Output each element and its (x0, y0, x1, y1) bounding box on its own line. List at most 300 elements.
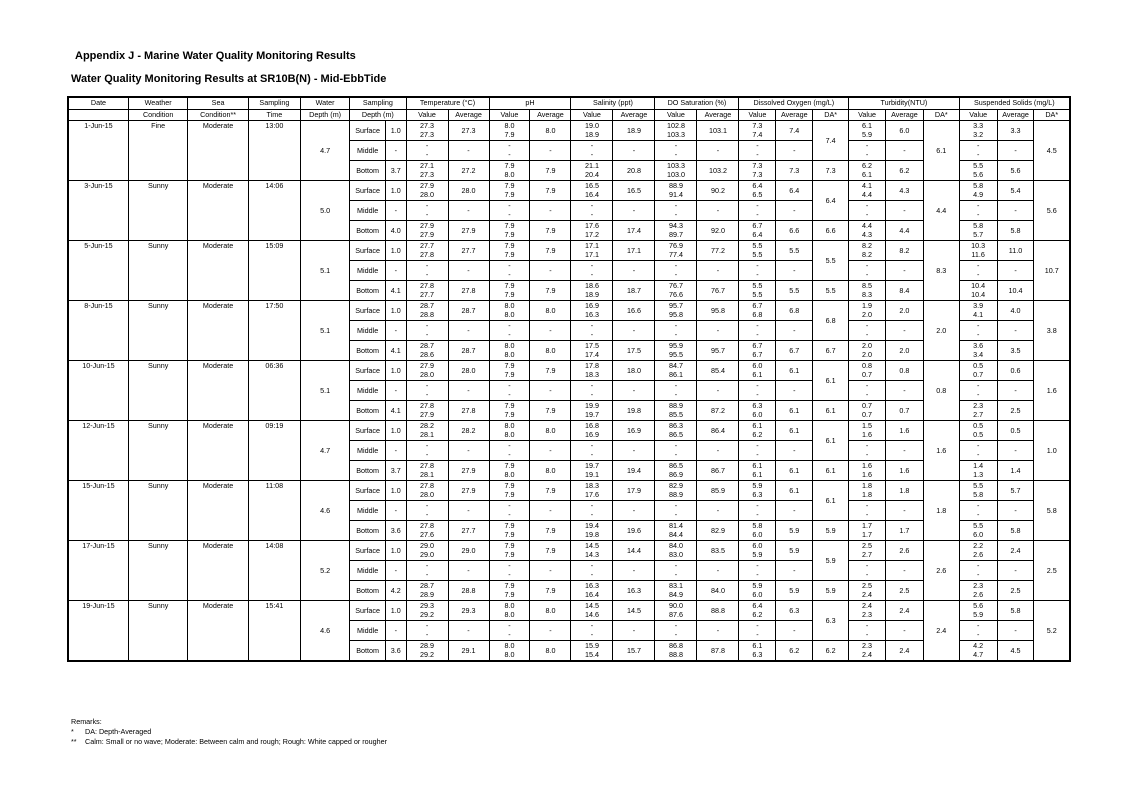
cell-temp-reading: 29.0 (420, 549, 435, 559)
cell-do-reading: - (756, 329, 759, 339)
cell-do-reading: - (756, 441, 759, 450)
cell-time: 14:08 (248, 541, 300, 601)
cell-ss-reading: 2.2 (973, 541, 984, 550)
cell-salinity-avg: 14.4 (613, 541, 655, 561)
cell-turbidity-reading: 8.2 (862, 249, 873, 259)
cell-ph-pair (490, 542, 530, 559)
cell-turbidity-avg: 0.7 (885, 401, 923, 421)
cell-salinity-reading: - (590, 321, 594, 330)
cell-do-sat-pair (655, 142, 696, 159)
cell-turbidity (849, 321, 886, 341)
cell-ph-reading: 7.9 (504, 401, 515, 410)
cell-salinity-reading: 15.9 (584, 641, 599, 650)
cell-ph (489, 581, 530, 601)
cell-do (739, 561, 776, 581)
cell-temp (406, 421, 448, 441)
cell-turbidity-reading: 2.3 (862, 641, 873, 650)
cell-do-sat (655, 141, 697, 161)
cell-ss-reading: - (976, 389, 980, 399)
cell-temp (406, 501, 448, 521)
cell-do (739, 141, 776, 161)
cell-ph-pair (490, 122, 530, 139)
cell-do-sat-pair (655, 342, 696, 359)
cell-ss-reading: 1.3 (973, 469, 984, 479)
cell-do-sat-pair (655, 302, 696, 319)
cell-do-reading: 6.0 (752, 541, 763, 550)
cell-temp-avg: 27.2 (448, 161, 489, 181)
cell-salinity (571, 301, 613, 321)
cell-ss-reading: 0.5 (973, 421, 984, 430)
cell-do-sat-pair (655, 522, 696, 539)
sub-average: Average (697, 109, 739, 121)
cell-salinity-pair (571, 622, 612, 639)
cell-do-sat-reading: 103.3 (666, 161, 685, 170)
cell-turbidity-reading: 1.6 (862, 429, 873, 439)
cell-weather: Sunny (128, 601, 187, 662)
cell-turbidity-avg: - (885, 381, 923, 401)
cell-temp (406, 261, 448, 281)
cell-ss-reading: 5.8 (973, 181, 984, 190)
cell-do-sat-pair (655, 462, 696, 479)
cell-ph-reading: 8.0 (504, 649, 515, 659)
cell-do-sat (655, 461, 697, 481)
cell-time: 13:00 (248, 121, 300, 181)
cell-temp-reading: 29.2 (420, 649, 435, 659)
cell-salinity-pair (571, 442, 612, 459)
cell-do-sat-reading: - (674, 321, 678, 330)
cell-temp (406, 401, 448, 421)
cell-do-da-bottom: 5.9 (813, 521, 849, 541)
cell-salinity-reading: - (590, 441, 594, 450)
cell-ss-reading: 0.7 (973, 369, 984, 379)
cell-level: Bottom (350, 521, 386, 541)
cell-ss-avg: - (997, 321, 1034, 341)
cell-do-da: 6.1 (813, 481, 849, 521)
cell-level: Surface (350, 601, 386, 621)
cell-salinity-reading: 21.1 (584, 161, 599, 170)
cell-turbidity-avg: - (885, 201, 923, 221)
cell-ph-avg: 8.0 (530, 421, 571, 441)
cell-time: 11:08 (248, 481, 300, 541)
cell-do (739, 121, 776, 141)
cell-salinity-reading: 16.5 (584, 181, 599, 190)
cell-ph-pair (490, 482, 530, 499)
cell-do-sat-avg: 95.7 (697, 341, 739, 361)
cell-do (739, 221, 776, 241)
cell-temp-pair (407, 522, 448, 539)
cell-do-sat-reading: 84.4 (668, 529, 683, 539)
col-sampling-depth-sub: Depth (m) (350, 109, 406, 121)
cell-do-reading: 5.9 (752, 549, 763, 559)
cell-do-sat-reading: - (674, 209, 678, 219)
cell-salinity-pair (571, 502, 612, 519)
cell-do-sat-reading: 95.7 (668, 301, 683, 310)
cell-do (739, 441, 776, 461)
cell-do-sat-reading: 82.9 (668, 481, 683, 490)
cell-temp-reading: 28.2 (420, 421, 435, 430)
cell-temp-pair (407, 642, 448, 659)
cell-turbidity (849, 161, 886, 181)
cell-turbidity-reading: 4.4 (862, 189, 873, 199)
cell-temp-reading: 27.8 (420, 481, 435, 490)
cell-level: Middle (350, 321, 386, 341)
cell-ph-reading: 7.9 (504, 249, 515, 259)
sub-average: Average (776, 109, 813, 121)
cell-sampling-depth: - (386, 381, 406, 401)
cell-turbidity (849, 401, 886, 421)
cell-salinity-avg: 16.3 (613, 581, 655, 601)
cell-temp-reading: 28.9 (420, 589, 435, 599)
cell-temp-pair (407, 602, 448, 619)
cell-temp-pair (407, 622, 448, 639)
cell-water-depth: 5.2 (301, 541, 350, 601)
cell-ss-pair (960, 622, 997, 639)
cell-ph (489, 321, 530, 341)
cell-do-sat-reading: 87.6 (668, 609, 683, 619)
cell-ph-pair (490, 422, 530, 439)
cell-weather: Fine (128, 121, 187, 181)
cell-salinity-pair (571, 642, 612, 659)
cell-do (739, 421, 776, 441)
cell-sampling-depth: 1.0 (386, 301, 406, 321)
cell-do-reading: 6.7 (752, 301, 763, 310)
cell-turbidity (849, 621, 886, 641)
cell-do-pair (739, 222, 775, 239)
cell-temp-pair (407, 422, 448, 439)
cell-ss (959, 441, 997, 461)
cell-ss-pair (960, 562, 997, 579)
cell-ph-pair (490, 222, 530, 239)
cell-do-reading: 6.1 (752, 421, 763, 430)
cell-salinity-avg: 18.0 (613, 361, 655, 381)
cell-ss-pair (960, 602, 997, 619)
cell-do-sat (655, 421, 697, 441)
cell-do-sat-reading: - (674, 509, 678, 519)
cell-ss-reading: - (976, 209, 980, 219)
cell-do-sat-avg: - (697, 321, 739, 341)
cell-do-sat-pair (655, 262, 696, 279)
cell-sampling-depth: - (386, 141, 406, 161)
cell-do-reading: 6.7 (752, 341, 763, 350)
cell-ss-reading: 3.4 (973, 349, 984, 359)
cell-salinity-avg: 16.6 (613, 301, 655, 321)
cell-ss-reading: - (976, 201, 980, 210)
cell-ph-reading: - (508, 329, 511, 339)
cell-do-da-bottom: 6.6 (813, 221, 849, 241)
cell-do-sat-pair (655, 442, 696, 459)
cell-sampling-depth: - (386, 561, 406, 581)
cell-turbidity (849, 381, 886, 401)
cell-do-sat-reading: - (674, 569, 678, 579)
cell-turbidity-reading: 2.4 (862, 601, 873, 610)
cell-ph-avg: 8.0 (530, 121, 571, 141)
cell-weather: Sunny (128, 421, 187, 481)
cell-salinity-reading: - (590, 449, 594, 459)
cell-ph-pair (490, 302, 530, 319)
cell-do-pair (739, 562, 775, 579)
cell-weather: Sunny (128, 181, 187, 241)
cell-do (739, 181, 776, 201)
cell-turbidity-avg: 8.4 (885, 281, 923, 301)
table-title: Water Quality Monitoring Results at SR10B(N) - Mid-EbbTide (71, 73, 387, 85)
cell-ss-pair (960, 582, 997, 599)
cell-turbidity-avg: 6.2 (885, 161, 923, 181)
cell-ph-reading: 8.0 (504, 341, 515, 350)
cell-temp-avg: - (448, 501, 489, 521)
cell-turbidity-avg: - (885, 261, 923, 281)
cell-do-sat-reading: 88.9 (668, 401, 683, 410)
cell-temp-reading: 27.3 (420, 129, 435, 139)
cell-do-sat-pair (655, 382, 696, 399)
cell-temp-reading: 28.8 (420, 309, 435, 319)
cell-ss (959, 241, 997, 261)
cell-salinity-avg: - (613, 561, 655, 581)
cell-do-pair (739, 582, 775, 599)
cell-ss (959, 141, 997, 161)
cell-turbidity (849, 501, 886, 521)
cell-sampling-depth: 4.2 (386, 581, 406, 601)
cell-temp-avg: 29.0 (448, 541, 489, 561)
cell-do-pair (739, 342, 775, 359)
cell-do-sat-avg: 76.7 (697, 281, 739, 301)
cell-temp-reading: 27.8 (420, 461, 435, 470)
cell-ss-reading: 2.6 (973, 549, 984, 559)
cell-turbidity-reading: 2.4 (862, 649, 873, 659)
cell-temp-avg: - (448, 441, 489, 461)
cell-turbidity-da: 1.6 (923, 421, 959, 481)
cell-temp-pair (407, 482, 448, 499)
cell-turbidity-avg: 6.0 (885, 121, 923, 141)
cell-do-sat-reading: 76.7 (668, 281, 683, 290)
cell-date: 3-Jun-15 (68, 181, 128, 241)
cell-turbidity-reading: 1.7 (862, 521, 873, 530)
cell-temp-reading: - (425, 321, 429, 330)
cell-ss-avg: 5.8 (997, 221, 1034, 241)
cell-level: Bottom (350, 221, 386, 241)
cell-temp (406, 381, 448, 401)
cell-do-reading: 6.7 (752, 349, 763, 359)
cell-ph-reading: 7.9 (504, 129, 515, 139)
cell-do-sat-reading: - (674, 141, 678, 150)
cell-ph-reading: 8.0 (504, 301, 515, 310)
cell-ph (489, 621, 530, 641)
cell-sampling-depth: 1.0 (386, 361, 406, 381)
cell-do-sat (655, 481, 697, 501)
table-row (68, 121, 1070, 141)
cell-do-sat-avg: - (697, 621, 739, 641)
cell-ph-reading: - (508, 449, 511, 459)
cell-salinity (571, 341, 613, 361)
cell-do-avg: 6.2 (776, 641, 813, 662)
cell-ss-pair (960, 462, 997, 479)
cell-do-sat-avg: 88.8 (697, 601, 739, 621)
cell-turbidity-reading: 6.1 (862, 169, 873, 179)
cell-time: 17:50 (248, 301, 300, 361)
cell-salinity (571, 141, 613, 161)
cell-turbidity-avg: 2.0 (885, 301, 923, 321)
sub-average: Average (530, 109, 571, 121)
cell-sea: Moderate (188, 481, 248, 541)
cell-do-avg: - (776, 561, 813, 581)
cell-ph (489, 601, 530, 621)
cell-do (739, 461, 776, 481)
cell-do-reading: - (756, 321, 759, 330)
col-sampling-time: Sampling (248, 97, 300, 109)
cell-turbidity-reading: - (865, 629, 869, 639)
cell-level: Middle (350, 621, 386, 641)
cell-ss-reading: - (976, 381, 980, 390)
cell-salinity-pair (571, 142, 612, 159)
cell-salinity-avg: 17.1 (613, 241, 655, 261)
cell-do-reading: 6.3 (752, 401, 763, 410)
cell-turbidity-reading: 0.7 (862, 401, 873, 410)
cell-salinity-reading: 19.4 (584, 521, 599, 530)
remarks-heading: Remarks: (71, 717, 102, 726)
cell-ph (489, 261, 530, 281)
cell-salinity-avg: - (613, 441, 655, 461)
cell-do-avg: 6.7 (776, 341, 813, 361)
cell-temp-avg: 27.9 (448, 221, 489, 241)
cell-do-reading: 5.5 (752, 289, 763, 299)
cell-turbidity (849, 461, 886, 481)
cell-do-reading: 6.1 (752, 469, 763, 479)
cell-turbidity-pair (849, 122, 885, 139)
cell-temp-reading: 27.6 (420, 529, 435, 539)
cell-sea: Moderate (188, 541, 248, 601)
cell-turbidity-pair (849, 362, 885, 379)
cell-ss-da: 2.5 (1034, 541, 1070, 601)
col-weather-sub: Condition (128, 109, 187, 121)
cell-ph-reading: 7.9 (504, 481, 515, 490)
cell-temp-pair (407, 562, 448, 579)
cell-ph-pair (490, 322, 530, 339)
cell-ph-reading: - (508, 569, 511, 579)
cell-turbidity-reading: 2.5 (862, 581, 873, 590)
cell-salinity-reading: - (590, 209, 594, 219)
cell-temp (406, 221, 448, 241)
cell-ph-avg: - (530, 321, 571, 341)
cell-temp-avg: 27.7 (448, 241, 489, 261)
cell-turbidity-pair (849, 162, 885, 179)
cell-turbidity-avg: 1.6 (885, 461, 923, 481)
cell-turbidity-reading: 1.6 (862, 469, 873, 479)
cell-salinity-reading: - (590, 629, 594, 639)
cell-ss-pair (960, 402, 997, 419)
cell-salinity-pair (571, 602, 612, 619)
cell-sampling-depth: 1.0 (386, 601, 406, 621)
cell-ph-reading: 7.9 (504, 281, 515, 290)
cell-turbidity (849, 641, 886, 662)
cell-temp-avg: 27.9 (448, 461, 489, 481)
cell-do-reading: 7.3 (752, 169, 763, 179)
cell-sea: Moderate (188, 241, 248, 301)
cell-date: 1-Jun-15 (68, 121, 128, 181)
cell-do-sat-reading: 95.8 (668, 309, 683, 319)
cell-salinity-reading: 14.5 (584, 541, 599, 550)
cell-temp (406, 141, 448, 161)
cell-do-da-bottom: 6.7 (813, 341, 849, 361)
cell-level: Surface (350, 181, 386, 201)
cell-ss (959, 581, 997, 601)
cell-ss-pair (960, 362, 997, 379)
cell-turbidity-da: 2.0 (923, 301, 959, 361)
cell-salinity (571, 261, 613, 281)
cell-do-sat-pair (655, 282, 696, 299)
cell-ss-da: 5.8 (1034, 481, 1070, 541)
cell-turbidity (849, 521, 886, 541)
cell-do-pair (739, 462, 775, 479)
cell-do-da-bottom: 6.1 (813, 401, 849, 421)
cell-temp-pair (407, 442, 448, 459)
cell-do-avg: - (776, 321, 813, 341)
cell-do-sat-avg: 95.8 (697, 301, 739, 321)
cell-ss-da: 3.8 (1034, 301, 1070, 361)
cell-temp-pair (407, 362, 448, 379)
cell-ph-avg: 7.9 (530, 521, 571, 541)
cell-weather: Sunny (128, 541, 187, 601)
cell-ss-avg: 11.0 (997, 241, 1034, 261)
cell-do-sat-pair (655, 502, 696, 519)
cell-ph-reading: - (508, 261, 511, 270)
cell-ss-pair (960, 542, 997, 559)
cell-turbidity-pair (849, 622, 885, 639)
cell-do-sat (655, 401, 697, 421)
cell-do-pair (739, 302, 775, 319)
cell-temp-reading: 27.9 (420, 409, 435, 419)
cell-salinity-reading: 16.9 (584, 301, 599, 310)
cell-do-pair (739, 622, 775, 639)
cell-do-sat-reading: 88.9 (668, 489, 683, 499)
cell-temp-reading: 27.9 (420, 181, 435, 190)
cell-do-pair (739, 142, 775, 159)
cell-ss-reading: - (976, 261, 980, 270)
cell-do-reading: 6.0 (752, 529, 763, 539)
cell-do-da: 5.5 (813, 241, 849, 281)
cell-do-sat (655, 221, 697, 241)
cell-do-reading: 6.1 (752, 461, 763, 470)
cell-salinity (571, 581, 613, 601)
cell-salinity-avg: 20.8 (613, 161, 655, 181)
cell-do-sat-avg: 90.2 (697, 181, 739, 201)
col-do-saturation: DO Saturation (%) (655, 97, 739, 109)
cell-ph (489, 301, 530, 321)
cell-do (739, 361, 776, 381)
cell-do-reading: - (756, 629, 759, 639)
cell-do-sat-reading: 86.8 (668, 641, 683, 650)
cell-ph-pair (490, 282, 530, 299)
cell-salinity (571, 461, 613, 481)
cell-do-sat-reading: 102.8 (666, 121, 685, 130)
cell-do-reading: 6.4 (752, 181, 763, 190)
cell-turbidity-reading: 0.7 (862, 369, 873, 379)
cell-temp-reading: 29.2 (420, 609, 435, 619)
cell-do-reading: 6.4 (752, 229, 763, 239)
cell-turbidity-avg: - (885, 441, 923, 461)
cell-turbidity-reading: 6.1 (862, 121, 873, 130)
cell-ph-reading: 7.9 (504, 461, 515, 470)
cell-do (739, 241, 776, 261)
cell-ph-reading: 8.0 (504, 169, 515, 179)
cell-weather: Sunny (128, 481, 187, 541)
cell-temp-reading: 28.0 (420, 189, 435, 199)
cell-salinity (571, 161, 613, 181)
cell-ss-avg: 2.4 (997, 541, 1034, 561)
cell-do-reading: - (756, 261, 759, 270)
cell-do (739, 301, 776, 321)
cell-ss (959, 121, 997, 141)
cell-do-da-bottom: 6.2 (813, 641, 849, 662)
cell-ss-reading: 5.9 (973, 609, 984, 619)
